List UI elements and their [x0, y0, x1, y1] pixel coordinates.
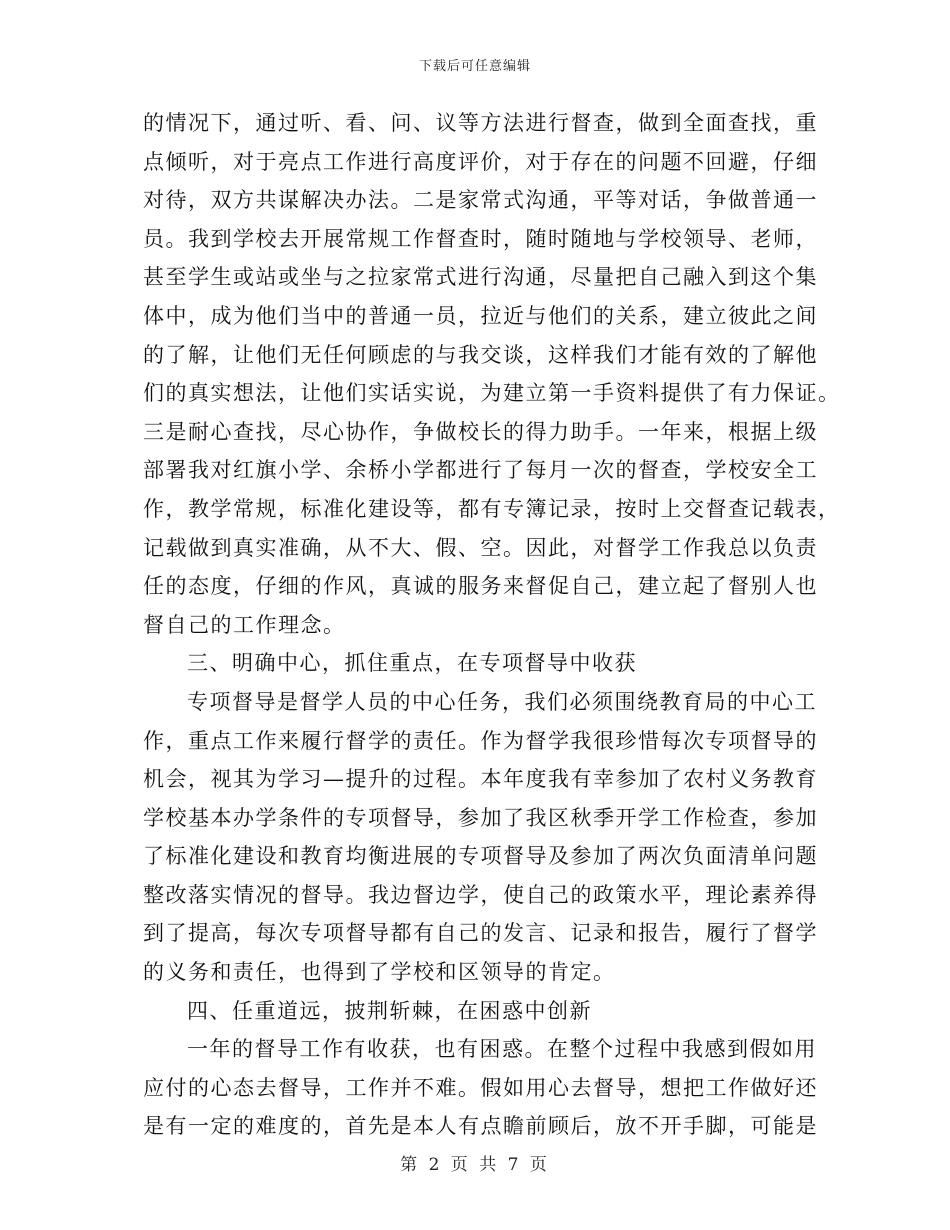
page-footer: 第 2 页 共 7 页	[400, 1155, 550, 1175]
text-line: 点倾听，对于亮点工作进行高度评价，对于存在的问题不回避，仔细	[143, 149, 818, 174]
text-line: 的义务和责任，也得到了学校和区领导的肯定。	[143, 960, 616, 985]
text-line: 一年的督导工作有收获，也有困惑。在整个过程中我感到假如用	[187, 1037, 817, 1062]
text-line: 们的真实想法，让他们实话实说，为建立第一手资料提供了有力保证。	[143, 381, 841, 406]
text-line: 作，重点工作来履行督学的责任。作为督学我很珍惜每次专项督导的	[143, 728, 818, 753]
text-line: 专项督导是督学人员的中心任务，我们必须围绕教育局的中心工	[187, 689, 817, 714]
text-line: 记载做到真实准确，从不大、假、空。因此，对督学工作我总以负责	[143, 535, 818, 560]
page-header: 下载后可任意编辑	[418, 59, 531, 74]
text-line: 的情况下，通过听、看、问、议等方法进行督查，做到全面查找，重	[143, 111, 818, 135]
text-line: 部署我对红旗小学、余桥小学都进行了每月一次的督查，学校安全工	[143, 458, 818, 483]
text-line: 三是耐心查找，尽心协作，争做校长的得力助手。一年来，根据上级	[143, 419, 818, 444]
text-line: 机会，视其为学习—提升的过程。本年度我有幸参加了农村义务教育	[143, 767, 818, 792]
text-line: 甚至学生或站或坐与之拉家常式进行沟通，尽量把自己融入到这个集	[143, 265, 818, 290]
text-line: 应付的心态去督导，工作并不难。假如用心去督导，想把工作做好还	[143, 1075, 818, 1100]
text-line: 对待，双方共谋解决办法。二是家常式沟通，平等对话，争做普通一	[143, 188, 818, 213]
text-line: 到了提高，每次专项督导都有自己的发言、记录和报告，履行了督学	[143, 921, 818, 946]
text-line: 员。我到学校去开展常规工作督查时，随时随地与学校领导、老师，	[143, 226, 818, 251]
document-body	[143, 104, 841, 1146]
text-line: 整改落实情况的督导。我边督边学，使自己的政策水平，理论素养得	[143, 882, 818, 907]
text-line: 三、明确中心，抓住重点，在专项督导中收获	[187, 651, 637, 676]
text-line: 督自己的工作理念。	[143, 612, 346, 637]
text-line: 是有一定的难度的，首先是本人有点瞻前顾后，放不开手脚，可能是	[143, 1114, 818, 1139]
text-line: 任的态度，仔细的作风，真诚的服务来督促自己，建立起了督别人也	[143, 574, 818, 599]
text-line: 的了解，让他们无任何顾虑的与我交谈，这样我们才能有效的了解他	[143, 342, 818, 367]
text-line: 四、任重道远，披荆斩棘，在困惑中创新	[187, 998, 592, 1023]
text-line: 了标准化建设和教育均衡进展的专项督导及参加了两次负面清单问题	[143, 844, 818, 869]
text-line: 作，教学常规，标准化建设等，都有专簿记录，按时上交督查记载表，	[143, 496, 841, 521]
text-line: 学校基本办学条件的专项督导，参加了我区秋季开学工作检查，参加	[143, 805, 818, 830]
text-line: 体中，成为他们当中的普通一员，拉近与他们的关系，建立彼此之间	[143, 303, 818, 328]
